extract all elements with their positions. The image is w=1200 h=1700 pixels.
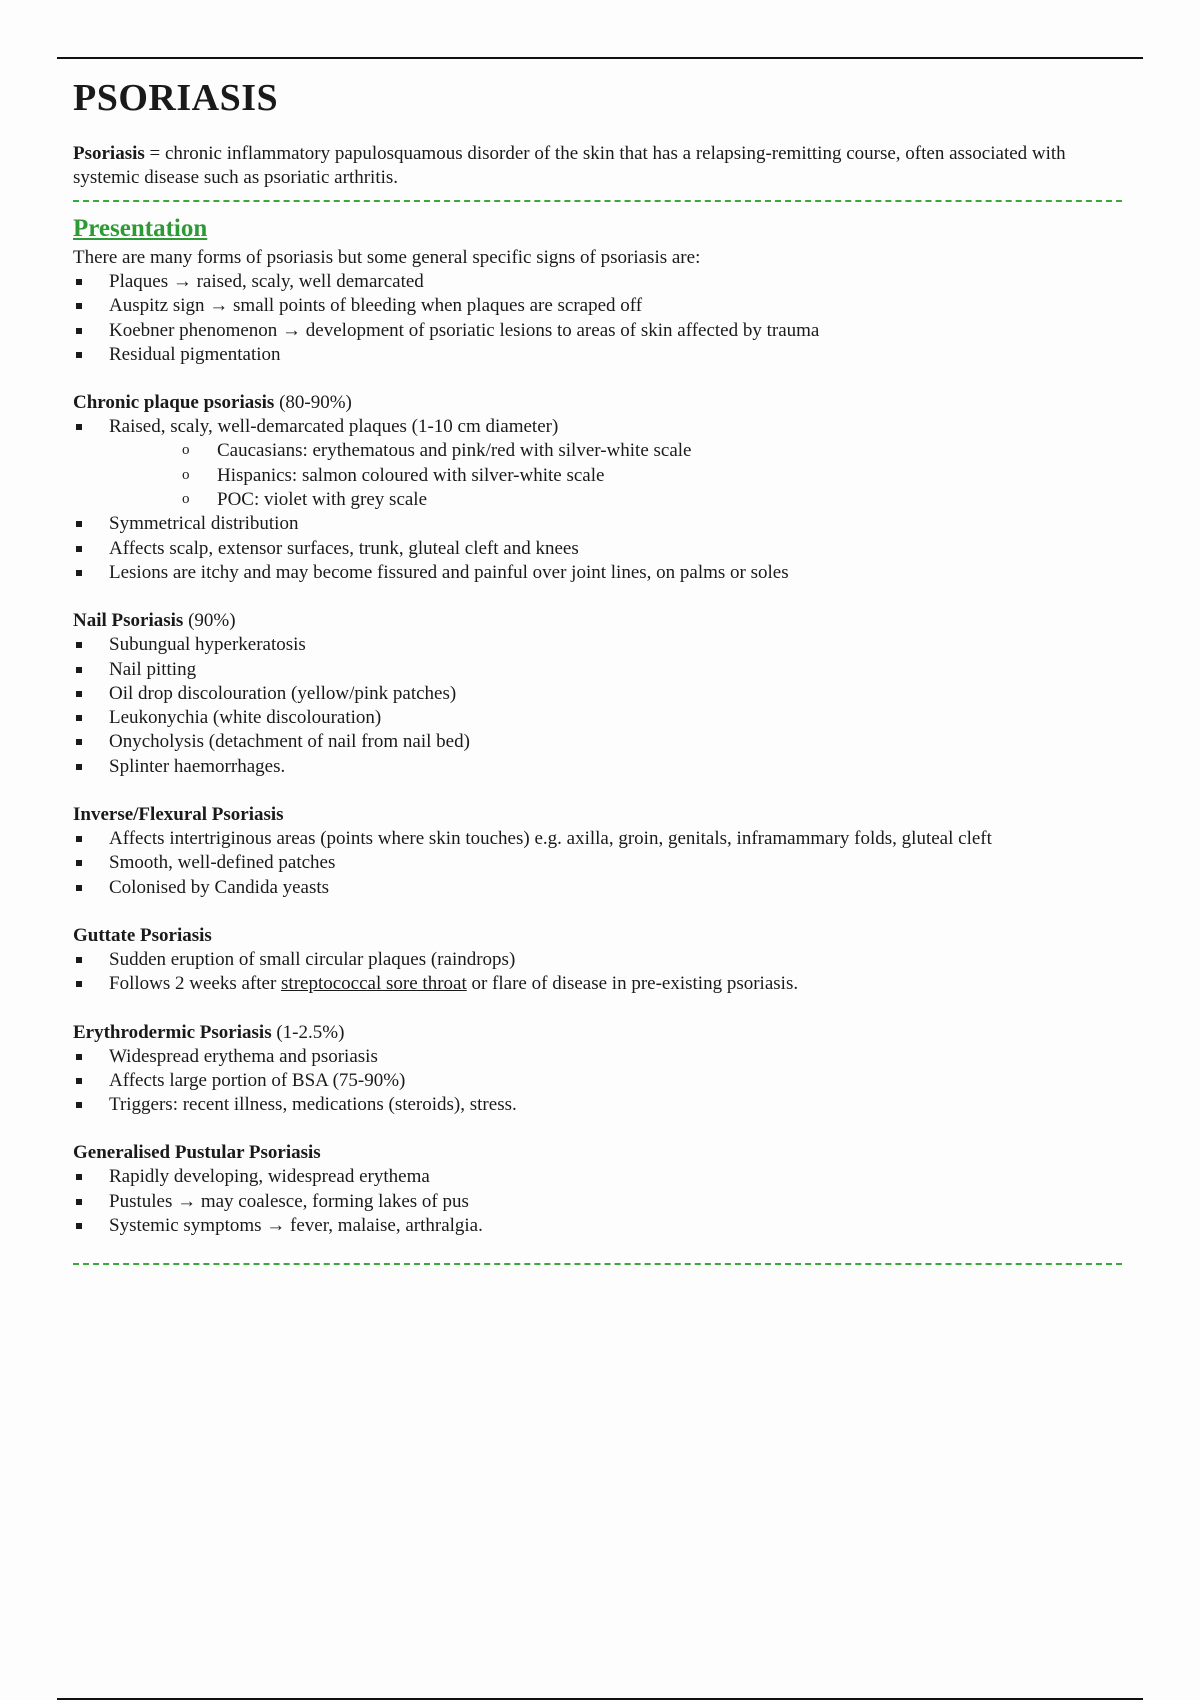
sublist-item: o POC: violet with grey scale [109,488,1123,512]
chronic-plaque-section [73,391,1123,585]
list-item: Symmetrical distribution [73,512,1123,536]
list-item: Triggers: recent illness, medications (steroids), stress. [73,1093,1123,1117]
section-title: Generalised Pustular Psoriasis [73,1142,321,1164]
list-item: Smooth, well-defined patches [73,851,1123,875]
list-item: Rapidly developing, widespread erythema [73,1165,1123,1189]
list-item: Koebner phenomenon → development of psoriatic lesions to areas of skin affected by trauma [73,319,1123,343]
list-item: Affects large portion of BSA (75-90%) [73,1069,1123,1093]
guttate-psoriasis-section [73,924,1123,997]
list-item: Onycholysis (detachment of nail from nail bed) [73,730,1123,754]
section-heading [73,924,1123,948]
list-item: Nail pitting [73,658,1123,682]
list-item: Affects intertriginous areas (points where skin touches) e.g. axilla, groin, genitals, inframammary folds, gluteal cleft [73,827,1123,851]
list-item-text: Raised, scaly, well-demarcated plaques (1-10 cm diameter) [109,416,559,438]
erythrodermic-list [73,1045,1123,1118]
section-heading [73,391,1123,415]
presentation-signs-list [73,270,1123,367]
section-percentage: (1-2.5%) [271,1021,345,1043]
section-heading [73,1141,1123,1165]
presentation-lead: There are many forms of psoriasis but some general specific signs of psoriasis are: [73,247,701,268]
inverse-psoriasis-section [73,803,1123,900]
nail-psoriasis-section [73,609,1123,779]
guttate-list [73,948,1123,997]
list-item-text: Follows 2 weeks after [109,973,282,995]
list-item: Lesions are itchy and may become fissured and painful over joint lines, on palms or soles [73,561,1123,585]
list-item [73,972,1123,996]
section-percentage: (80-90%) [274,392,352,414]
list-item: Sudden eruption of small circular plaques (raindrops) [73,948,1123,972]
list-item: Pustules → may coalesce, forming lakes of pus [73,1190,1123,1214]
presentation-heading: Presentation [73,215,208,242]
list-item: Colonised by Candida yeasts [73,876,1123,900]
document-page [73,72,1123,1265]
list-item: Plaques → raised, scaly, well demarcated [73,270,1123,294]
list-item: Widespread erythema and psoriasis [73,1045,1123,1069]
list-item [73,415,1123,512]
top-rule [57,57,1143,59]
list-item: Subungual hyperkeratosis [73,633,1123,657]
underlined-term: streptococcal sore throat [281,973,467,995]
pustular-list [73,1165,1123,1238]
list-item: Auspitz sign → small points of bleeding when plaques are scraped off [73,294,1123,318]
section-heading [73,609,1123,633]
list-item: Splinter haemorrhages. [73,755,1123,779]
section-heading [73,803,1123,827]
nail-list [73,633,1123,779]
section-title: Nail Psoriasis [73,610,184,632]
section-title: Erythrodermic Psoriasis [73,1021,272,1043]
section-title: Chronic plaque psoriasis [73,392,275,414]
chronic-sublist [109,439,1123,512]
list-item: Leukonychia (white discolouration) [73,706,1123,730]
section-divider [73,200,1122,202]
section-title: Inverse/Flexural Psoriasis [73,804,284,826]
list-item: Systemic symptoms → fever, malaise, arthralgia. [73,1214,1123,1238]
section-percentage: (90%) [183,610,236,632]
section-divider [73,1263,1122,1265]
inverse-list [73,827,1123,900]
list-item-text: or flare of disease in pre-existing psoriasis. [466,973,799,995]
list-item: Oil drop discolouration (yellow/pink patches) [73,682,1123,706]
erythrodermic-psoriasis-section [73,1021,1123,1118]
chronic-list [73,415,1123,585]
list-item: Residual pigmentation [73,343,1123,367]
list-item: Affects scalp, extensor surfaces, trunk, gluteal cleft and knees [73,537,1123,561]
pustular-psoriasis-section [73,1141,1123,1238]
sublist-item: o Hispanics: salmon coloured with silver-white scale [109,464,1123,488]
section-title: Guttate Psoriasis [73,924,212,946]
page-title: PSORIASIS [73,77,279,119]
intro-paragraph [73,142,1123,190]
intro-definition: = chronic inflammatory papulosquamous disorder of the skin that has a relapsing-remitting course, often associated with systemic disease such as psoriatic arthritis. [73,143,1066,188]
section-heading [73,1021,1123,1045]
intro-term: Psoriasis [73,143,145,164]
sublist-item: o Caucasians: erythematous and pink/red with silver-white scale [109,439,1123,463]
